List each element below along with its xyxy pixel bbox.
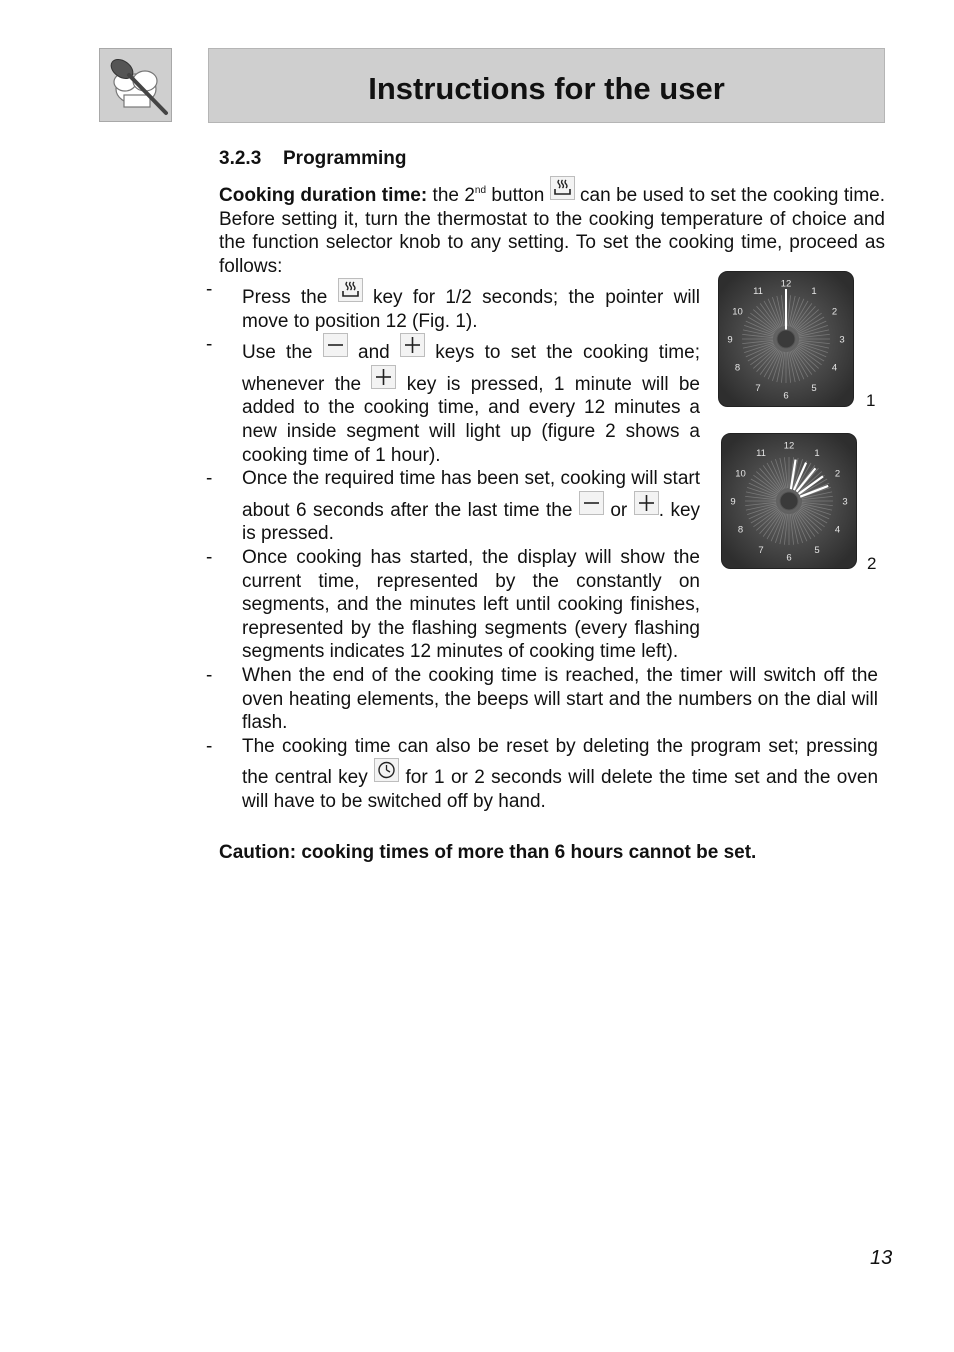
list-text: or [603,499,634,521]
dial-number: 3 [839,334,845,346]
list-text: and [347,342,400,364]
plus-key-icon [371,365,396,389]
dial-number: 11 [756,448,766,460]
dial-number: 8 [734,362,741,374]
dial-number: 4 [834,524,841,536]
logo [99,48,172,122]
minus-key-icon [579,491,604,515]
dial-number: 1 [814,448,820,460]
figure-label-1: 1 [866,391,876,410]
list-item [206,735,878,814]
dial-number: 6 [786,552,792,564]
list-text: When the end of the cooking time is reached, the timer will switch off the oven heating elements, the beeps will start and the numbers on the dial will flash. [242,664,878,734]
list-item [206,664,878,735]
plus-key-icon [634,491,659,515]
dial-number: 7 [758,544,764,556]
section-number: 3.2.3 [219,148,262,169]
list-item [206,546,700,664]
plus-key-icon [400,333,425,357]
list-text: Press the [242,287,338,308]
list-dash: - [206,664,213,686]
caution-note: Caution: cooking times of more than 6 hours cannot be set. [219,842,757,863]
dial-number: 9 [727,334,733,346]
section-title: Programming [283,148,407,169]
intro-text: can be used to set the cooking time. Before setting it, turn the thermostat to the cooking temperature of choice and the function selector knob to any setting. To set the cooking time, proceed as follows: [219,185,885,277]
list-text: key for 1/2 seconds; the pointer will move to position 12 (Fig. 1). [242,287,700,332]
dial-hub [780,492,798,510]
header-bar [208,48,885,123]
list-text: keys to set the cooking time; whenever the [242,342,700,395]
dial-number: 6 [783,390,789,402]
list-dash: - [206,468,213,490]
dial-hub [777,330,795,348]
page-title: Instructions for the user [368,70,725,106]
section-heading [219,148,407,170]
intro-paragraph [219,176,885,278]
dial-number: 2 [831,306,838,318]
list-dash: - [206,735,213,757]
list-dash: - [206,546,213,568]
dial-number: 12 [780,278,792,290]
dial-number: 11 [753,286,763,298]
figure-label-2: 2 [867,554,877,573]
dial-number: 4 [831,362,838,374]
cooking-duration-key-icon [550,176,575,200]
list-text: Once cooking has started, the display will show the current time, represented by the constantly on segments, and the minutes left until cooking finishes, represented by the flashing segments (every flashing segments indicates 12 minutes of cooking time left). [242,546,700,663]
intro-text: button [486,185,550,206]
dial-number: 8 [737,524,744,536]
dial-number: 7 [755,382,761,394]
list-dash: - [206,334,213,356]
dial-number: 12 [783,440,795,452]
intro-lead: Cooking duration time: [219,185,428,206]
intro-text: the 2 [427,185,475,206]
dial-number: 10 [732,306,743,318]
intro-sup: nd [474,185,487,196]
dial-number: 9 [730,496,736,508]
list-text: Use the [242,342,323,364]
list-text: for 1 or 2 seconds will delete the time set and the oven will have to be switched off by hand. [242,767,879,812]
list-text: key is pressed, 1 minute will be added to the cooking time, and every 12 minutes a new inside segment will light up (figure 2 shows a cooking time of 1 hour). [242,373,700,466]
dial-number: 2 [834,468,841,480]
dial-number: 5 [811,382,817,394]
dial-number: 5 [814,544,820,556]
list-text: . key is pressed. [242,499,701,545]
list-item [206,278,700,333]
minus-key-icon [323,333,348,357]
list-dash: - [206,279,213,300]
chef-hat-spoon-icon [100,49,171,121]
list-item [206,467,700,546]
list-text: Once the required time has been set, cooking will start about 6 seconds after the last time the [242,468,700,521]
dial-number: 10 [735,468,746,480]
dial-number: 1 [811,286,817,298]
page-number: 13 [870,1247,893,1269]
list-item [206,333,700,467]
timer-dial-figure-1 [718,271,854,407]
list-text: The cooking time can also be reset by deleting the program set; pressing the central key [242,735,878,789]
timer-dial-figure-2 [721,433,857,569]
cooking-duration-key-icon [338,278,363,302]
dial-number: 3 [842,496,848,508]
clock-key-icon [374,758,399,782]
